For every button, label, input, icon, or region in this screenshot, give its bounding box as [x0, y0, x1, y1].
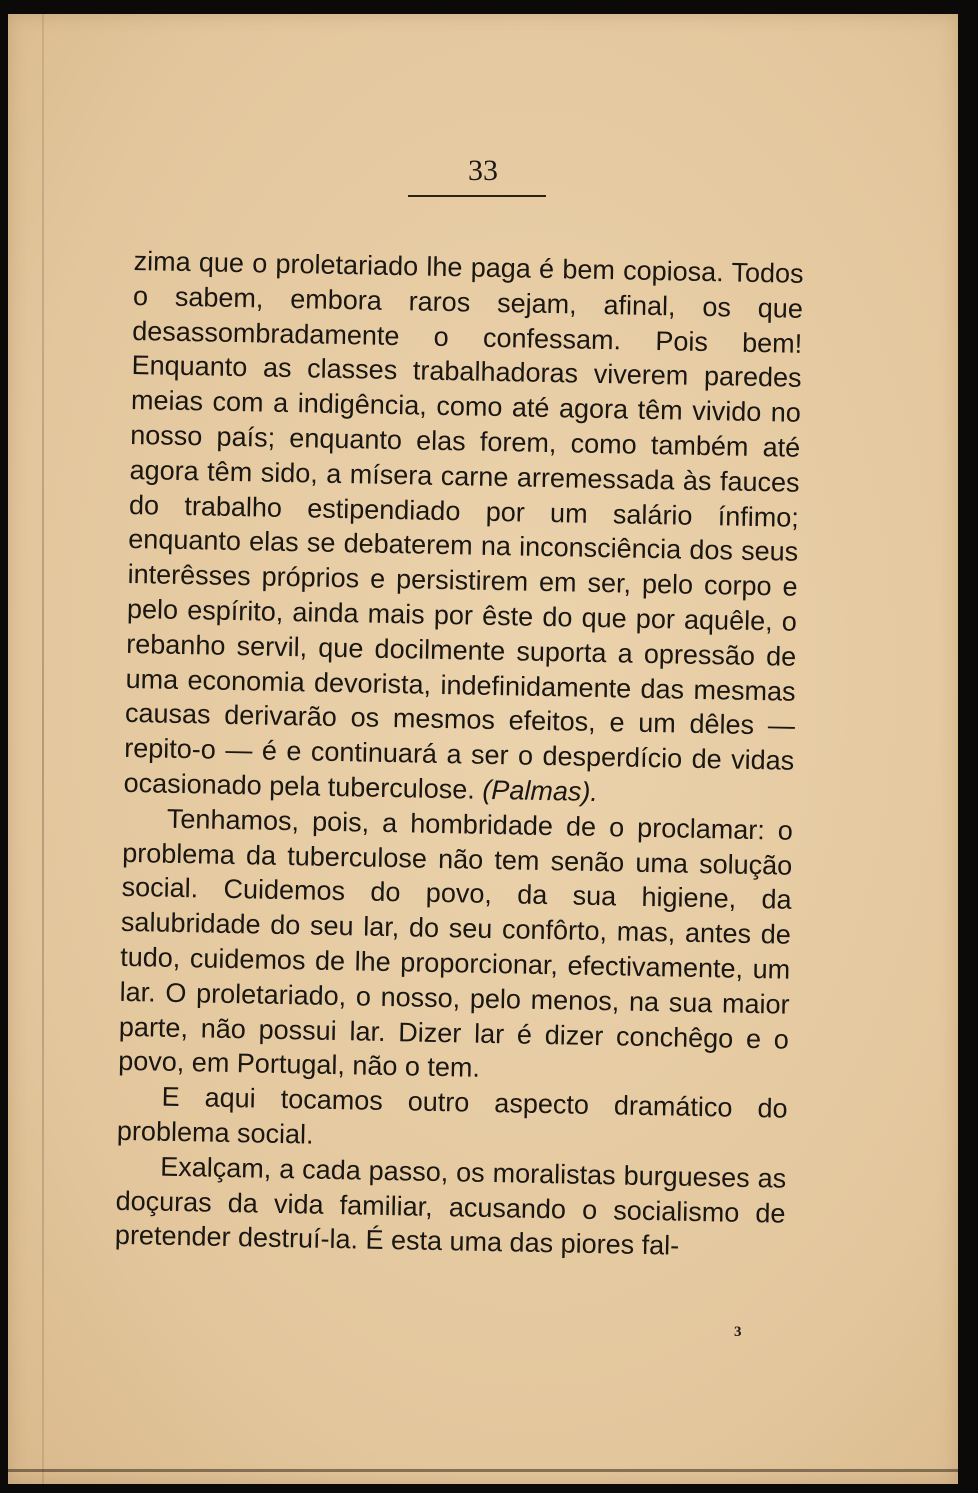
page-bottom-edge	[8, 1469, 958, 1472]
paragraph-1-text: zima que o proletariado lhe paga é bem copiosa. Todos o sabem, embora raros sejam, afinal, os que desassombradamente o confessam. Pois bem! Enquanto as classes trabalhadoras viverem paredes meias com a indigência, como até agora têm vivido no nosso país; enquanto elas forem, como também até agora têm sido, a mísera carne arremessada às fauces do trabalho estipendiado por um salário ínfimo; enquanto elas se debaterem na inconsciência dos seus interêsses próprios e persistirem em ser, pelo corpo e pelo espírito, ainda mais por êste do que por aquêle, o rebanho servil, que docilmente suporta a opressão de uma economia devorista, indefinidamente das mesmas causas derivarão os mesmos efeitos, e um dêles — repito-o — é e continuará a ser o desperdício de vidas ocasionado pela tuberculose.	[123, 245, 804, 805]
paragraph-1	[123, 244, 804, 814]
header-rule	[408, 195, 546, 197]
body-text	[115, 244, 804, 1266]
paragraph-2: Tenhamos, pois, a hombridade de o proclamar: o problema da tuberculose não tem senão uma solução social. Cuidemos do povo, da sua higiene, da salubridade do seu lar, do seu confôrto, mas, antes de tudo, cuidemos de lhe proporcionar, efectivamente, um lar. O proletariado, o nosso, pelo menos, na sua maior parte, não possui lar. Dizer lar é dizer conchêgo e o povo, em Portugal, não o tem.	[118, 803, 794, 1084]
paragraph-3: E aqui tocamos outro aspecto dramático do problema social.	[116, 1081, 788, 1150]
page-gutter-shadow	[42, 14, 44, 1484]
paragraph-4: Exalçam, a cada passo, os moralistas burgueses as doçuras da vida familiar, acusando o socialismo de pretender destruí-la. É esta uma das piores fal-	[114, 1151, 787, 1261]
applause-note: (Palmas).	[482, 774, 599, 807]
signature-mark: 3	[734, 1324, 742, 1340]
book-page	[8, 14, 958, 1484]
page-number: 33	[468, 154, 498, 187]
